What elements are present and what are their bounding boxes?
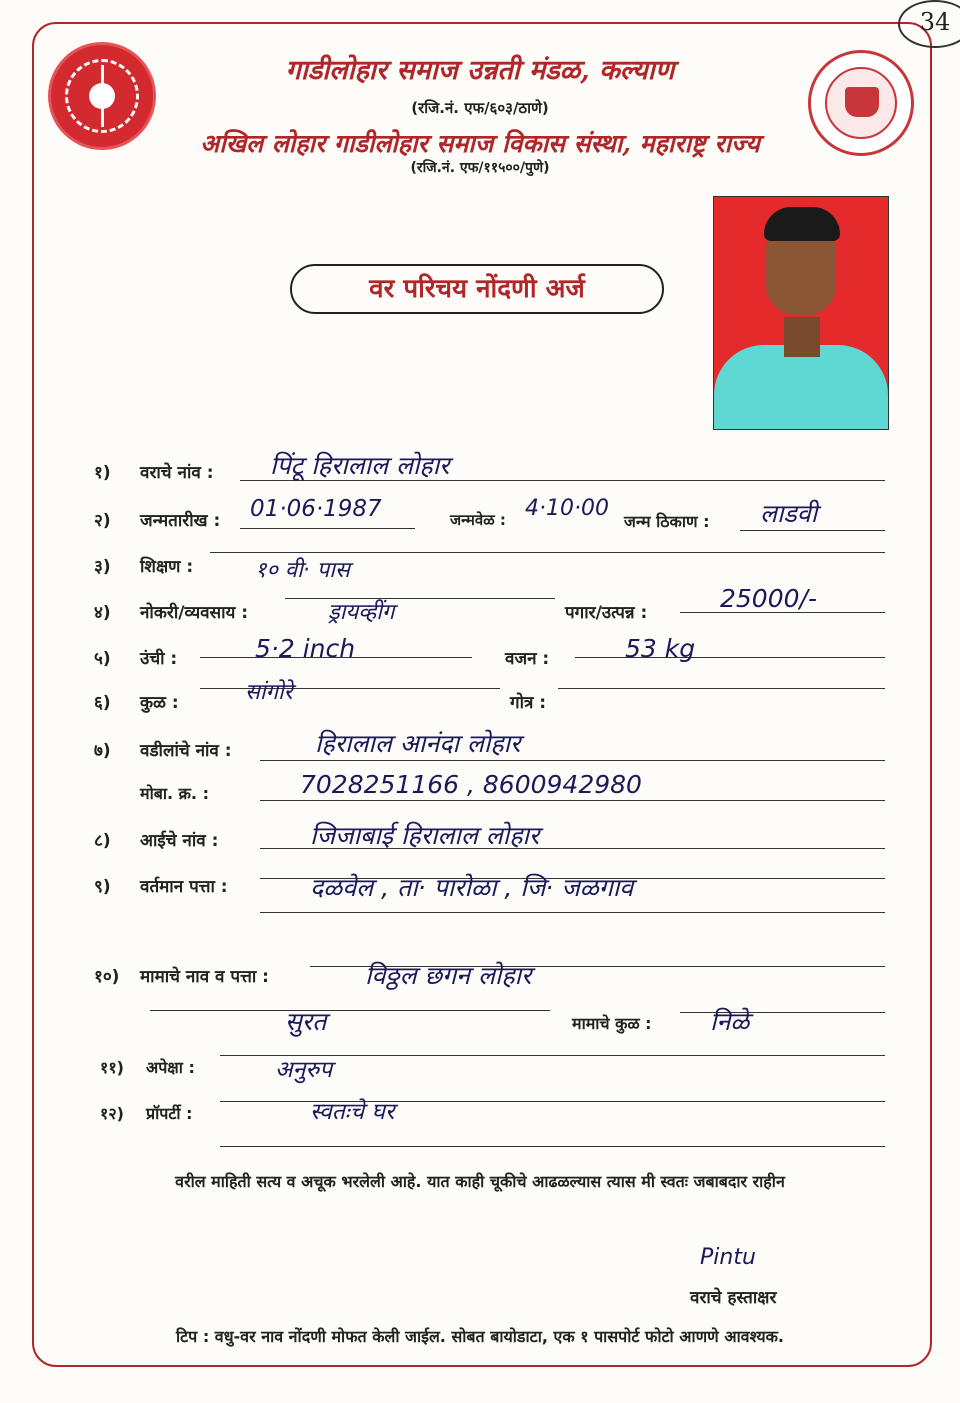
row-number: ११): [100, 1058, 124, 1077]
address-label: वर्तमान पत्ता :: [140, 877, 228, 897]
weight-label: वजन :: [505, 649, 550, 669]
occupation-label: नोकरी/व्यवसाय :: [140, 603, 249, 623]
salary-value: 25000/-: [720, 584, 817, 613]
kul-value: सांगोरे: [245, 680, 293, 705]
weight-value: 53 kg: [625, 634, 696, 663]
row-number: ६): [94, 693, 111, 713]
education-line: [210, 552, 885, 553]
page-number: 34: [898, 0, 960, 48]
row-number: ३): [94, 557, 111, 577]
address-line-2: [260, 912, 885, 913]
address-value: दळवेल , ता· पारोळा , जि· जळगाव: [310, 873, 634, 902]
mama-label: मामाचे नाव व पत्ता :: [140, 967, 269, 987]
row-number: ७): [94, 741, 111, 761]
mama-kul-value: निळे: [710, 1007, 750, 1036]
row-number: ५): [94, 649, 111, 669]
name-value: पिंटू हिरालाल लोहार: [270, 451, 450, 480]
height-label: उंची :: [140, 649, 178, 669]
property-value: स्वतःचे घर: [310, 1099, 395, 1125]
gotra-label: गोत्र :: [510, 693, 547, 713]
mobile-label: मोबा. क्र. :: [140, 784, 209, 803]
declaration-text: वरील माहिती सत्य व अचूक भरलेली आहे. यात काही चूकीचे आढळल्यास त्यास मी स्वतः जबाबदार राहीन: [175, 1172, 785, 1191]
education-value: १० वी· पास: [255, 558, 350, 583]
dob-line: [240, 528, 415, 529]
org-reg-2: (रजि.नं. एफ/११५००/पुणे): [410, 160, 550, 176]
expectation-value: अनुरुप: [275, 1057, 333, 1083]
row-number: २): [94, 511, 111, 531]
row-number: १२): [100, 1104, 124, 1123]
mother-label: आईचे नांव :: [140, 831, 219, 851]
weight-line: [575, 657, 885, 658]
property-label: प्रॉपर्टी :: [146, 1104, 193, 1123]
salary-label: पगार/उत्पन्न :: [565, 603, 648, 623]
occupation-value: ड्रायव्हींग: [328, 600, 395, 625]
gotra-line: [558, 688, 885, 689]
birth-time-value: 4·10·00: [525, 496, 609, 521]
education-label: शिक्षण :: [140, 557, 194, 577]
row-number: ९): [94, 877, 111, 897]
form-title: वर परिचय नोंदणी अर्ज: [290, 264, 664, 314]
birth-place-value: लाडवी: [760, 499, 818, 528]
expectation-label: अपेक्षा :: [146, 1058, 195, 1077]
dob-label: जन्मतारीख :: [140, 511, 221, 531]
occupation-line: [285, 598, 555, 599]
dob-value: 01·06·1987: [250, 496, 382, 522]
father-value: हिरालाल आनंदा लोहार: [315, 729, 521, 758]
row-number: ८): [94, 831, 111, 851]
mama-city: सुरत: [285, 1007, 327, 1036]
father-label: वडीलांचे नांव :: [140, 741, 232, 761]
row-number: १०): [94, 967, 120, 987]
father-line: [260, 760, 885, 761]
height-value: 5·2 inch: [255, 634, 356, 663]
mama-kul-label: मामाचे कुळ :: [572, 1014, 652, 1033]
property-line-2: [220, 1146, 885, 1147]
org-name-2: अखिल लोहार गाडीलोहार समाज विकास संस्था, महाराष्ट्र राज्य: [200, 129, 760, 158]
mobile-value: 7028251166 , 8600942980: [300, 770, 642, 799]
mama-line-2: [150, 1010, 550, 1011]
passport-photo: [713, 196, 889, 430]
name-label: वराचे नांव :: [140, 463, 214, 483]
signature-label: वराचे हस्ताक्षर: [690, 1288, 777, 1308]
mama-value: विठ्ठल छगन लोहार: [365, 961, 532, 990]
footer-note: टिप : वधु-वर नाव नोंदणी मोफत केली जाईल. सोबत बायोडाटा, एक १ पासपोर्ट फोटो आणणे आवश्यक.: [175, 1327, 785, 1346]
kul-label: कुळ :: [140, 693, 179, 713]
birth-place-label: जन्म ठिकाण :: [624, 512, 710, 531]
mother-value: जिजाबाई हिरालाल लोहार: [310, 821, 540, 850]
mobile-line: [260, 800, 885, 801]
birth-place-line: [740, 530, 885, 531]
org-reg-1: (रजि.नं. एफ/६०३/ठाणे): [411, 99, 549, 117]
row-number: १): [94, 463, 111, 483]
org-name-1: गाडीलोहार समाज उन्नती मंडळ, कल्याण: [285, 55, 675, 86]
signature: Pintu: [700, 1245, 756, 1270]
row-number: ४): [94, 603, 111, 623]
birth-time-label: जन्मवेळ :: [450, 511, 506, 529]
